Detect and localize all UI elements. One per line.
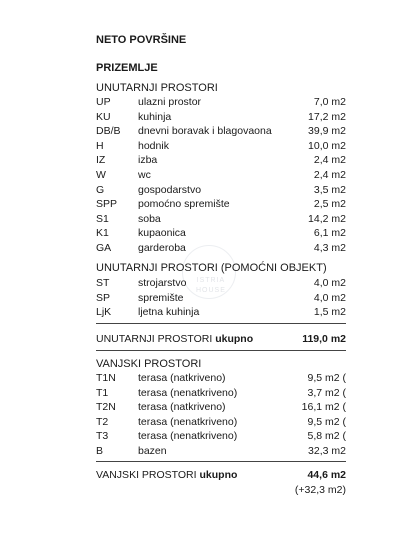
row-code: UP xyxy=(96,96,111,108)
interior-total xyxy=(96,332,346,346)
row-value: 32,3 m2 xyxy=(308,444,346,457)
row-value: 39,9 m2 xyxy=(308,125,346,138)
table-row xyxy=(96,153,346,167)
divider xyxy=(96,350,346,351)
table-row xyxy=(96,400,346,414)
row-value: 2,4 m2 xyxy=(313,169,346,181)
table-row xyxy=(96,168,346,182)
row-code: T2 xyxy=(96,415,109,428)
table-row xyxy=(96,429,346,443)
row-code: DB/B xyxy=(96,125,121,138)
row-value: 17,2 m2 xyxy=(308,110,346,123)
table-row xyxy=(96,212,346,226)
row-name: dnevni boravak i blagovaona xyxy=(138,125,272,138)
row-name: izba xyxy=(138,154,158,167)
row-value: 2,5 m2 xyxy=(313,198,346,211)
row-value: 4,0 m2 xyxy=(313,291,346,304)
row-code: ST xyxy=(96,277,110,289)
table-row xyxy=(96,139,346,153)
row-value: 4,3 m2 xyxy=(313,242,346,254)
row-code: T1 xyxy=(96,386,109,399)
row-code: B xyxy=(96,444,104,457)
row-value: 6,1 m2 xyxy=(313,227,346,240)
row-name: soba xyxy=(138,212,161,225)
exterior-heading: VANJSKI PROSTORI xyxy=(96,358,202,370)
table-row xyxy=(96,415,346,429)
row-name: garderoba xyxy=(138,242,186,254)
row-value: 10,0 m2 xyxy=(308,139,346,152)
row-name: pomoćno spremište xyxy=(138,198,230,211)
exterior-total-extra: (+32,3 m2) xyxy=(294,484,346,496)
exterior-total-value: 44,6 m2 xyxy=(307,469,346,481)
row-code: SP xyxy=(96,291,111,304)
row-value: 16,1 m2 ( xyxy=(301,401,346,413)
divider xyxy=(96,461,346,462)
row-name: wc xyxy=(138,169,151,181)
row-value: 9,5 m2 ( xyxy=(307,415,346,428)
table-row xyxy=(96,241,346,255)
table-row xyxy=(96,305,346,319)
row-name: terasa (nenatkriveno) xyxy=(138,386,238,399)
row-value: 5,8 m2 ( xyxy=(307,430,346,442)
row-name: ulazni prostor xyxy=(138,96,202,108)
row-code: SPP xyxy=(96,198,118,211)
row-value: 1,5 m2 xyxy=(313,306,346,318)
document-title: NETO POVRŠINE xyxy=(96,34,187,46)
auxiliary-heading: UNUTARNJI PROSTORI (POMOĆNI OBJEKT) xyxy=(96,262,327,274)
row-value: 3,5 m2 xyxy=(313,183,346,196)
row-code: GA xyxy=(96,242,112,254)
row-code: T3 xyxy=(96,430,109,442)
interior-total-value: 119,0 m2 xyxy=(302,333,346,345)
row-name: terasa (nenatkriveno) xyxy=(138,430,238,442)
floor-heading: PRIZEMLJE xyxy=(96,62,158,74)
row-code: H xyxy=(96,139,104,152)
divider xyxy=(96,323,346,324)
row-code: KU xyxy=(96,110,111,123)
row-name: bazen xyxy=(138,444,167,457)
exterior-total xyxy=(96,468,346,482)
table-row xyxy=(96,386,346,400)
row-name: spremište xyxy=(138,291,184,304)
table-row xyxy=(96,197,346,211)
row-name: terasa (natkriveno) xyxy=(138,372,226,384)
row-name: kupaonica xyxy=(138,227,186,240)
row-code: T1N xyxy=(96,372,116,384)
table-row xyxy=(96,276,346,290)
row-value: 7,0 m2 xyxy=(313,96,346,108)
interior-total-label: UNUTARNJI PROSTORI ukupno xyxy=(96,333,254,345)
row-value: 3,7 m2 ( xyxy=(307,386,346,399)
row-code: IZ xyxy=(96,154,106,167)
table-row xyxy=(96,371,346,385)
row-code: G xyxy=(96,183,105,196)
row-name: terasa (nenatkriveno) xyxy=(138,415,238,428)
table-row xyxy=(96,110,346,124)
exterior-total-label: VANJSKI PROSTORI ukupno xyxy=(96,469,238,481)
row-value: 2,4 m2 xyxy=(313,154,346,167)
table-row xyxy=(96,444,346,458)
row-name: terasa (natkriveno) xyxy=(138,401,226,413)
row-code: S1 xyxy=(96,212,109,225)
table-row xyxy=(96,124,346,138)
row-name: strojarstvo xyxy=(138,277,187,289)
table-row xyxy=(96,291,346,305)
watermark-text: ISTRIA HOUSE xyxy=(196,277,226,294)
table-row xyxy=(96,226,346,240)
row-code: T2N xyxy=(96,401,116,413)
row-code: W xyxy=(96,169,106,181)
row-value: 9,5 m2 ( xyxy=(307,372,346,384)
row-name: hodnik xyxy=(138,139,169,152)
row-name: gospodarstvo xyxy=(138,183,202,196)
row-code: K1 xyxy=(96,227,109,240)
interior-heading: UNUTARNJI PROSTORI xyxy=(96,82,218,94)
row-value: 14,2 m2 xyxy=(308,212,346,225)
row-name: ljetna kuhinja xyxy=(138,306,200,318)
row-value: 4,0 m2 xyxy=(313,277,346,289)
row-name: kuhinja xyxy=(138,110,172,123)
table-row xyxy=(96,95,346,109)
row-code: LjK xyxy=(96,306,112,318)
table-row xyxy=(96,183,346,197)
